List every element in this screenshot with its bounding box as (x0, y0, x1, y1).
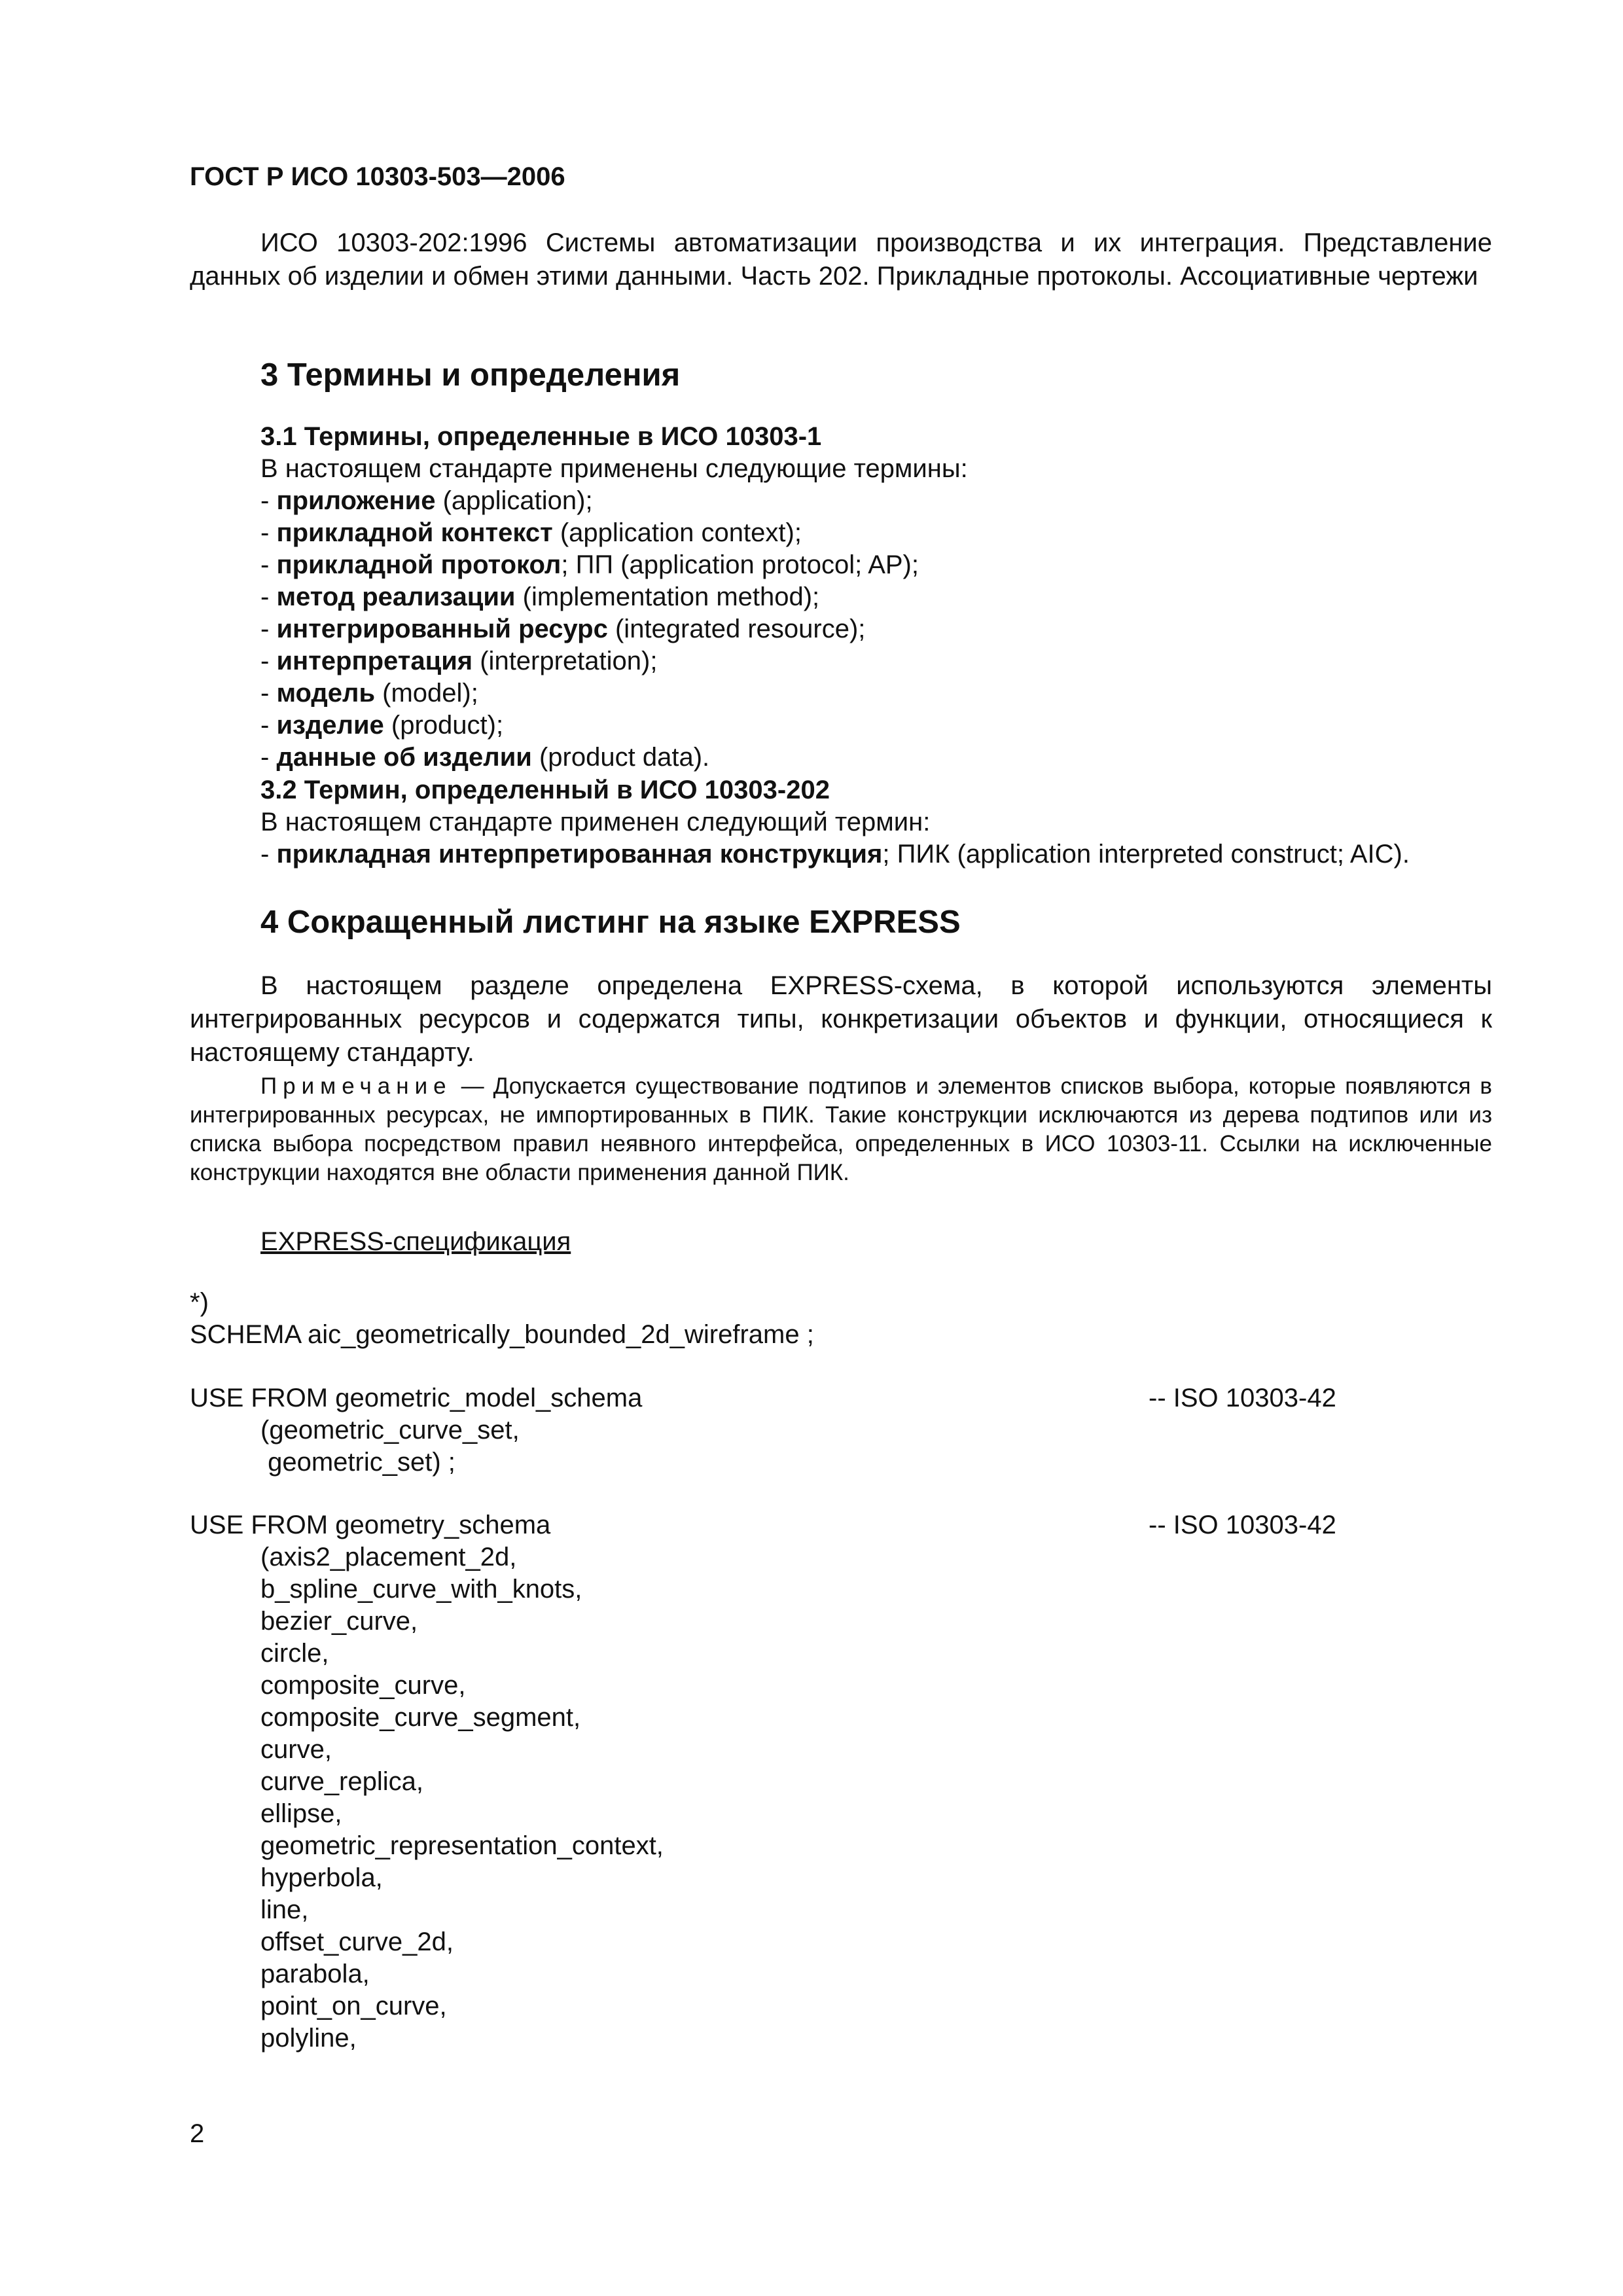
code-item: composite_curve_segment, (260, 1703, 581, 1732)
term-item (260, 486, 593, 516)
term-item (260, 743, 709, 772)
subsection-3-2-lead: В настоящем стандарте применен следующий термин: (260, 808, 931, 836)
term-item (260, 550, 919, 580)
term-name: прикладная интерпретированная конструкция (276, 840, 883, 869)
subsection-3-1-title: 3.1 Термины, определенные в ИСО 10303-1 (260, 422, 822, 451)
term-name: интегрированный ресурс (276, 615, 608, 643)
term-name: данные об изделии (276, 743, 532, 772)
term-item (260, 840, 1410, 869)
section-4-paragraph (190, 969, 1492, 1069)
term-name: изделие (276, 711, 384, 740)
code-item: geometric_representation_context, (260, 1831, 664, 1860)
code-item: offset_curve_2d, (260, 1928, 454, 1956)
term-rest: (integrated resource); (607, 615, 866, 643)
code-use-geometric-model-comment: -- ISO 10303-42 (1149, 1384, 1336, 1412)
code-use-geometric-model: USE FROM geometric_model_schema (190, 1384, 643, 1412)
code-use-geometry-schema: USE FROM geometry_schema (190, 1511, 551, 1539)
term-name: модель (276, 679, 376, 708)
term-name: интерпретация (276, 647, 473, 675)
term-name: прикладной контекст (276, 518, 553, 547)
subsection-3-1-lead: В настоящем стандарте применены следующие термины: (260, 454, 968, 483)
code-open-comment: *) (190, 1288, 209, 1317)
term-dash: - (260, 743, 277, 772)
term-item (260, 583, 819, 612)
code-item: (geometric_curve_set, (260, 1416, 520, 1444)
express-spec-label: EXPRESS-спецификация (260, 1227, 571, 1256)
code-item: hyperbola, (260, 1863, 383, 1892)
subsection-3-2-title: 3.2 Термин, определенный в ИСО 10303-202 (260, 776, 830, 804)
note-block (190, 1072, 1492, 1187)
code-item: curve, (260, 1735, 332, 1764)
code-item: circle, (260, 1639, 329, 1668)
section-3-title: 3 Термины и определения (260, 357, 681, 393)
code-item: geometric_set) ; (260, 1448, 455, 1477)
page-number: 2 (190, 2119, 205, 2148)
code-item: parabola, (260, 1960, 370, 1988)
term-dash: - (260, 615, 277, 643)
code-item: curve_replica, (260, 1767, 424, 1796)
code-item: polyline, (260, 2024, 357, 2053)
term-rest: (application context); (552, 518, 802, 547)
term-dash: - (260, 583, 277, 611)
note-text (190, 1072, 1492, 1187)
intro-paragraph (190, 226, 1492, 293)
term-dash: - (260, 647, 277, 675)
term-item (260, 679, 478, 708)
code-item: point_on_curve, (260, 1992, 447, 2020)
term-dash: - (260, 840, 277, 869)
term-item (260, 615, 865, 644)
term-item (260, 711, 503, 740)
term-item (260, 518, 802, 548)
code-item: b_spline_curve_with_knots, (260, 1575, 582, 1604)
section-4-paragraph-text: В настоящем разделе определена EXPRESS-схема, в которой используются элементы интегрированных ресурсов и содержатся типы, конкретизации объектов и функции, относящиеся к настоящему стандарту. (190, 971, 1492, 1067)
term-item (260, 647, 657, 676)
term-rest: ; ПИК (application interpreted construct; AIC). (882, 840, 1410, 869)
code-schema-line: SCHEMA aic_geometrically_bounded_2d_wireframe ; (190, 1320, 814, 1349)
term-rest: (product data). (531, 743, 710, 772)
code-item: (axis2_placement_2d, (260, 1543, 517, 1571)
term-dash: - (260, 486, 277, 515)
code-item: bezier_curve, (260, 1607, 418, 1636)
term-rest: (model); (375, 679, 478, 708)
term-dash: - (260, 711, 277, 740)
code-item: ellipse, (260, 1799, 342, 1828)
term-rest: (application); (435, 486, 593, 515)
term-name: приложение (276, 486, 436, 515)
document-header: ГОСТ Р ИСО 10303-503—2006 (190, 162, 565, 191)
section-4-title: 4 Сокращенный листинг на языке EXPRESS (260, 905, 961, 940)
term-dash: - (260, 550, 277, 579)
code-item: line, (260, 1895, 309, 1924)
term-rest: (interpretation); (473, 647, 658, 675)
term-name: метод реализации (276, 583, 516, 611)
term-name: прикладной протокол (276, 550, 562, 579)
term-rest: (implementation method); (515, 583, 820, 611)
term-dash: - (260, 518, 277, 547)
term-rest: (product); (383, 711, 504, 740)
intro-paragraph-text: ИСО 10303-202:1996 Системы автоматизации производства и их интеграция. Представление данных об изделии и обмен этими данными. Часть 202. Прикладные протоколы. Ассоциативные чертежи (190, 228, 1492, 291)
note-label: Примечание (260, 1073, 452, 1099)
term-rest: ; ПП (application protocol; AP); (561, 550, 919, 579)
code-use-geometry-schema-comment: -- ISO 10303-42 (1149, 1511, 1336, 1539)
code-item: composite_curve, (260, 1671, 466, 1700)
term-dash: - (260, 679, 277, 708)
note-body: — Допускается существование подтипов и элементов списков выбора, которые появляются в интегрированных ресурсах, не импортированных в ПИК. Такие конструкции исключаются из дерева подтипов или из списка выбора посредством правил неявного интерфейса, определенных в ИСО 10303-11. Ссылки на исключенные конструкции находятся вне области применения данной ПИК. (190, 1073, 1492, 1185)
